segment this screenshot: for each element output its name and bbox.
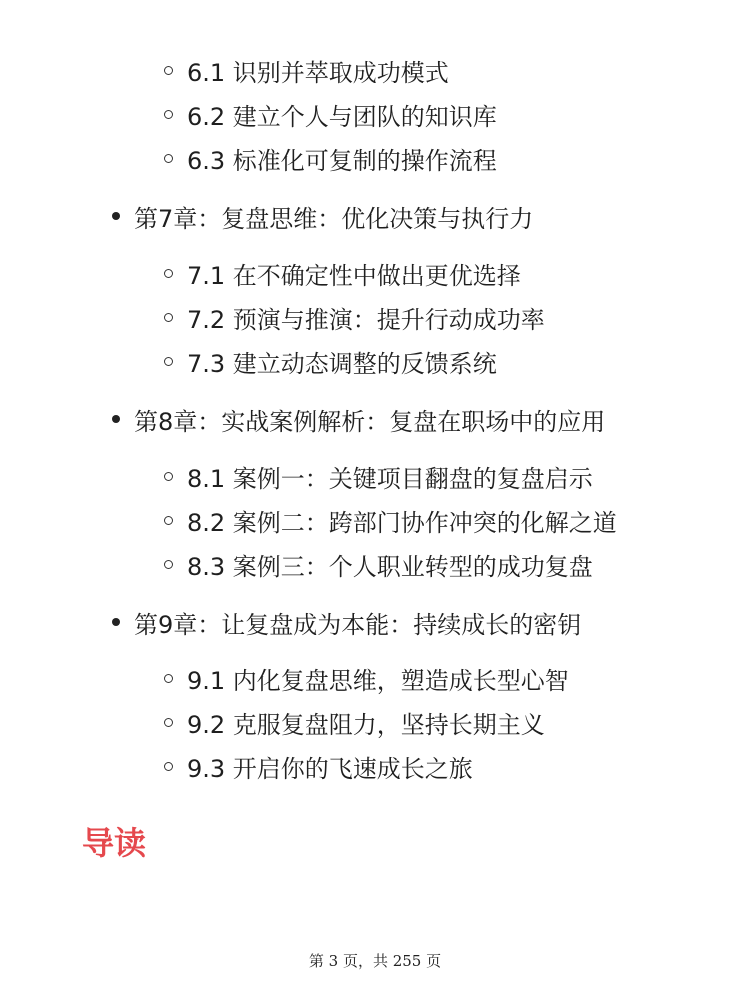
toc-section-6-3: [164, 140, 497, 176]
toc-section-label: 6.1 识别并萃取成功模式: [187, 58, 449, 87]
toc-chapter-7: [112, 198, 533, 234]
toc-chapter-8: [112, 401, 605, 437]
hollow-bullet-icon: [164, 66, 173, 75]
toc-chapter-9: [112, 604, 581, 640]
toc-section-label: 7.2 预演与推演：提升行动成功率: [187, 305, 545, 334]
hollow-bullet-icon: [164, 110, 173, 119]
hollow-bullet-icon: [164, 357, 173, 366]
toc-section-label: 6.3 标准化可复制的操作流程: [187, 146, 497, 175]
page-footer: 第 3 页，共 255 页: [308, 952, 442, 970]
toc-section-9-3: [164, 748, 473, 784]
toc-chapter-label: 第8章：实战案例解析：复盘在职场中的应用: [134, 407, 606, 436]
toc-section-label: 6.2 建立个人与团队的知识库: [187, 102, 497, 131]
toc-section-label: 7.1 在不确定性中做出更优选择: [187, 261, 521, 290]
filled-bullet-icon: [112, 415, 120, 423]
hollow-bullet-icon: [164, 674, 173, 683]
hollow-bullet-icon: [164, 472, 173, 481]
toc-section-label: 8.2 案例二：跨部门协作冲突的化解之道: [187, 508, 617, 537]
toc-section-9-1: [164, 660, 569, 696]
toc-section-6-1: [164, 52, 449, 88]
toc-section-6-2: [164, 96, 497, 132]
toc-section-label: 9.3 开启你的飞速成长之旅: [187, 754, 473, 783]
hollow-bullet-icon: [164, 516, 173, 525]
hollow-bullet-icon: [164, 313, 173, 322]
toc-section-8-3: [164, 546, 593, 582]
hollow-bullet-icon: [164, 718, 173, 727]
hollow-bullet-icon: [164, 560, 173, 569]
section-heading-guide: 导读: [82, 824, 147, 862]
toc-chapter-label: 第7章：复盘思维：优化决策与执行力: [134, 204, 534, 233]
toc-section-label: 9.1 内化复盘思维，塑造成长型心智: [187, 666, 569, 695]
toc-section-label: 7.3 建立动态调整的反馈系统: [187, 349, 497, 378]
toc-section-7-2: [164, 299, 545, 335]
toc-section-label: 8.3 案例三：个人职业转型的成功复盘: [187, 552, 593, 581]
filled-bullet-icon: [112, 212, 120, 220]
hollow-bullet-icon: [164, 154, 173, 163]
filled-bullet-icon: [112, 618, 120, 626]
hollow-bullet-icon: [164, 269, 173, 278]
toc-section-8-1: [164, 458, 593, 494]
toc-section-label: 8.1 案例一：关键项目翻盘的复盘启示: [187, 464, 593, 493]
hollow-bullet-icon: [164, 762, 173, 771]
toc-section-7-3: [164, 343, 497, 379]
toc-section-label: 9.2 克服复盘阻力，坚持长期主义: [187, 710, 545, 739]
toc-chapter-label: 第9章：让复盘成为本能：持续成长的密钥: [134, 610, 582, 639]
toc-section-7-1: [164, 255, 521, 291]
toc-section-9-2: [164, 704, 545, 740]
toc-section-8-2: [164, 502, 617, 538]
